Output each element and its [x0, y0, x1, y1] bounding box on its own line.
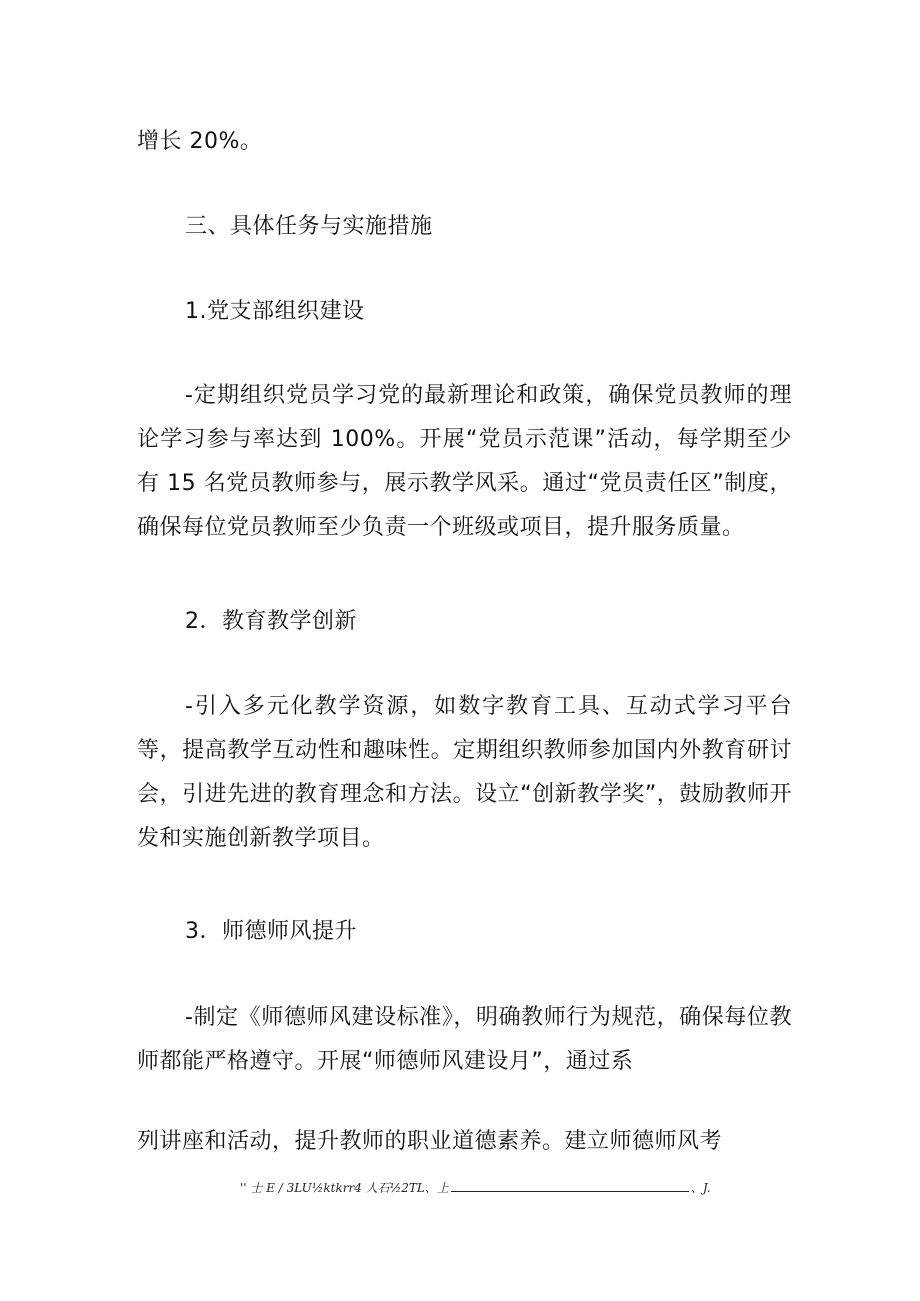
footer-right-text: 、J.	[690, 1181, 711, 1195]
item-1-body: -定期组织党员学习党的最新理论和政策，确保党员教师的理论学习参与率达到 100%。开展“党员示范课”活动，每学期至少有 15 名党员教师参与，展示教学风采。通过“党员责任区”制度，确保每位党员教师至少负责一个班级或项目，提升服务质量。	[137, 383, 792, 540]
item-2-body: -引入多元化教学资源，如数字教育工具、互动式学习平台等，提高教学互动性和趣味性。定期组织教师参加国内外教育研讨会，引进先进的教育理念和方法。设立“创新教学奖”，鼓励教师开发和实施创新教学项目。	[137, 694, 792, 851]
item-1-title: 1.党支部组织建设	[185, 299, 365, 324]
section-heading: 三、具体任务与实施措施	[185, 214, 433, 239]
footer-left-text: '' 士 E / 3LU½ktkrr4 人石½2TL、上	[240, 1181, 449, 1195]
garbled-footer	[240, 1180, 711, 1196]
item-3-title: 3．师德师风提升	[185, 919, 357, 944]
item-3-body-continued: 列讲座和活动，提升教师的职业道德素养。建立师德师风考	[137, 1129, 723, 1154]
intro-tail: 增长 20%。	[137, 129, 263, 154]
item-3-body: -制定《师德师风建设标准》，明确教师行为规范，确保每位教师都能严格遵守。开展“师德师风建设月”，通过系	[137, 1005, 792, 1074]
item-2-title: 2．教育教学创新	[185, 609, 357, 634]
footer-rule	[451, 1191, 689, 1192]
